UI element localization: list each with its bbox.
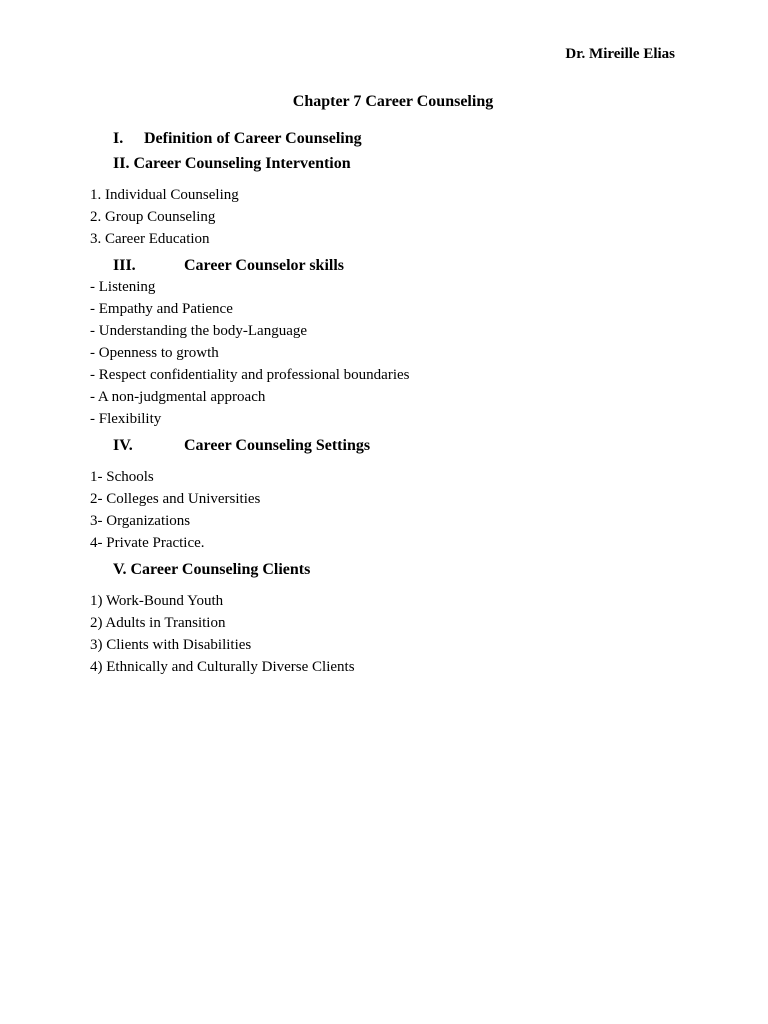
section-number: I. [113, 130, 124, 147]
section-number: II. [113, 155, 130, 172]
settings-list [90, 466, 260, 554]
section-label: Career Counselor skills [184, 257, 345, 274]
list-item: 1- Schools [90, 469, 154, 485]
section-label: Career Counseling Clients [130, 561, 311, 578]
chapter-title: Chapter 7 Career Counseling [292, 93, 494, 110]
list-item: 3. Career Education [90, 231, 210, 247]
section-heading-intervention [113, 155, 351, 173]
section-label: Career Counseling Settings [184, 437, 371, 454]
section-heading-settings [113, 437, 370, 455]
list-item: 1. Individual Counseling [90, 187, 239, 203]
list-item: 3- Organizations [90, 513, 191, 529]
list-item: - Listening [90, 279, 156, 295]
section-heading-clients [113, 561, 310, 579]
section-label: Definition of Career Counseling [144, 130, 362, 147]
list-item: 4- Private Practice. [90, 535, 205, 551]
list-item: 4) Ethnically and Culturally Diverse Clients [90, 659, 355, 675]
list-item: - A non-judgmental approach [90, 389, 266, 405]
skills-list [90, 276, 410, 430]
list-item: 2- Colleges and Universities [90, 491, 261, 507]
list-item: 1) Work-Bound Youth [90, 593, 224, 609]
section-heading-skills [113, 257, 344, 275]
section-number: V. [113, 561, 127, 578]
section-heading-definition [113, 130, 362, 148]
section-label: Career Counseling Intervention [133, 155, 351, 172]
list-item: 2. Group Counseling [90, 209, 216, 225]
list-item: - Respect confidentiality and professional boundaries [90, 367, 410, 383]
list-item: 3) Clients with Disabilities [90, 637, 252, 653]
list-item: 2) Adults in Transition [90, 615, 226, 631]
list-item: - Openness to growth [90, 345, 219, 361]
section-number: IV. [113, 437, 133, 454]
intervention-list [90, 184, 239, 250]
list-item: - Empathy and Patience [90, 301, 233, 317]
list-item: - Understanding the body-Language [90, 323, 308, 339]
section-number: III. [113, 257, 136, 274]
list-item: - Flexibility [90, 411, 162, 427]
author-name: Dr. Mireille Elias [565, 46, 675, 62]
clients-list [90, 590, 355, 678]
